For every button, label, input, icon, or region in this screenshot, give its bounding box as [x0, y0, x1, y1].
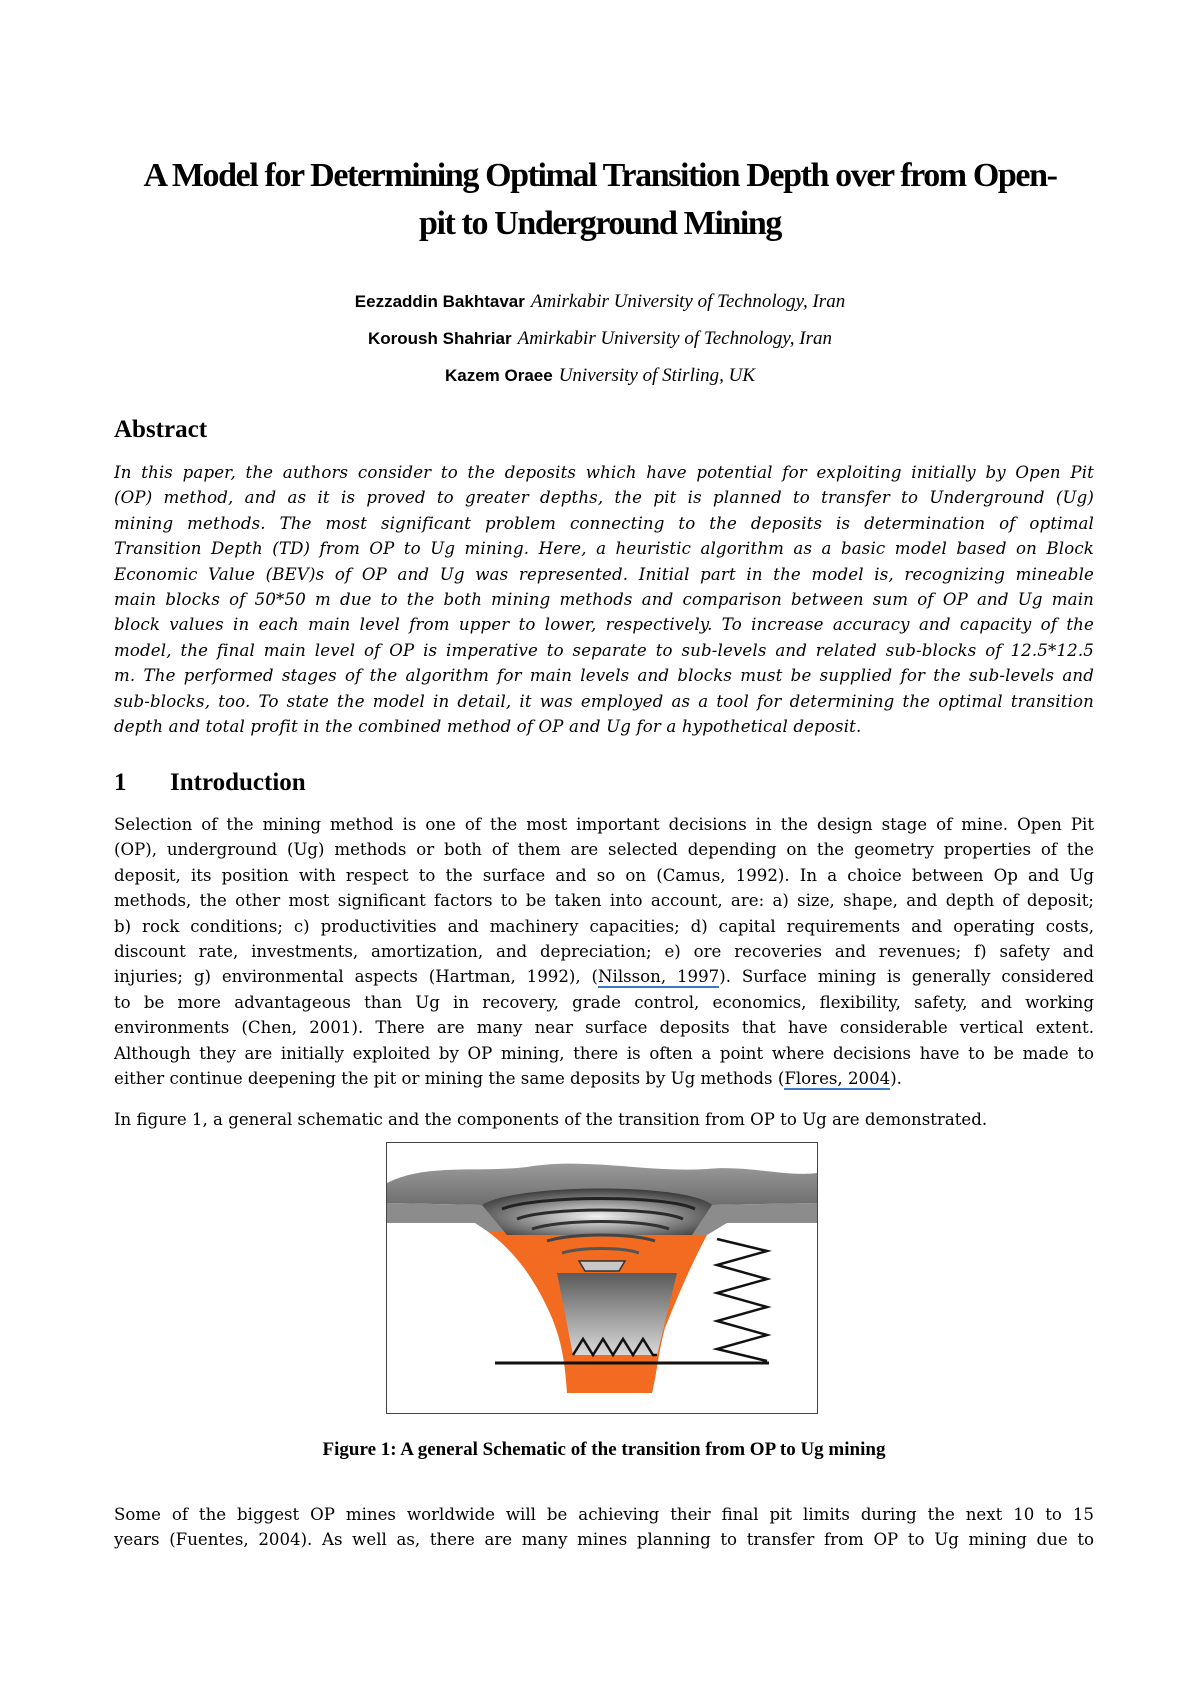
abstract-line: Transition Depth (TD) from OP to Ug mining. Here, a heuristic algorithm as a basic model based on Block [114, 539, 1094, 559]
abstract-line: depth and total profit in the combined method of OP and Ug for a hypothetical deposit. [114, 717, 862, 737]
abstract-heading: Abstract [114, 416, 208, 443]
figure-intro-paragraph [114, 1107, 1094, 1132]
author-1 [100, 290, 1100, 314]
abstract-line: mining methods. The most significant problem connecting to the deposits is determination of optimal [114, 513, 1094, 533]
intro-text: injuries; g) environmental aspects (Hartman, 1992), ( [114, 967, 599, 987]
abstract-line: model, the final main level of OP is imperative to separate to sub-levels and related sub-blocks of 12.5*12.5 [114, 640, 1094, 660]
intro-line: discount rate, investments, amortization, and depreciation; e) ore recoveries and revenues; f) safety and [114, 942, 1094, 962]
section-1-heading [114, 768, 306, 798]
intro-line: environments (Chen, 2001). There are many near surface deposits that have considerable vertical extent. [114, 1018, 1094, 1038]
author-name: Kazem Oraee [444, 366, 553, 385]
figure-1-schematic [386, 1142, 818, 1414]
author-3 [100, 364, 1100, 388]
abstract-line: block values in each main level from upper to lower, respectively. To increase accuracy and capacity of the [114, 615, 1094, 635]
abstract-line: m. The performed stages of the algorithm for main levels and blocks must be supplied for the sub-levels and [114, 666, 1094, 686]
author-affiliation: Amirkabir University of Technology, Iran [530, 291, 846, 312]
author-name: Koroush Shahriar [368, 329, 512, 348]
author-affiliation: University of Stirling, UK [558, 365, 756, 386]
abstract-line: Economic Value (BEV)s of OP and Ug was represented. Initial part in the model is, recognizing mineable [114, 564, 1094, 584]
intro-text: either continue deepening the pit or mining the same deposits by Ug methods ( [114, 1069, 785, 1089]
abstract-text [114, 460, 1094, 739]
figure-1-caption: Figure 1: A general Schematic of the transition from OP to Ug mining [322, 1439, 886, 1460]
intro-line-with-citation [114, 1066, 1094, 1091]
paragraph-2 [114, 1502, 1094, 1553]
intro-line: deposit, its position with respect to the surface and so on (Camus, 1992). In a choice between Op and Ug [114, 865, 1094, 885]
paragraph-2-line: years (Fuentes, 2004). As well as, there are many mines planning to transfer from OP to Ug mining due to [114, 1530, 1094, 1550]
section-number: 1 [114, 769, 127, 796]
pit-bottom [579, 1261, 625, 1271]
citation-link-nilsson[interactable]: Nilsson, 1997 [598, 967, 720, 987]
intro-line: Selection of the mining method is one of the most important decisions in the design stage of mine. Open Pit [114, 815, 1094, 834]
abstract-line: main blocks of 50*50 m due to the both mining methods and comparison between sum of OP and Ug main [114, 590, 1094, 610]
abstract-line: In this paper, the authors consider to the deposits which have potential for exploiting initially by Open Pit [114, 463, 1094, 482]
intro-line-with-citation [114, 964, 1094, 989]
introduction-paragraph [114, 812, 1094, 1091]
author-2 [100, 327, 1100, 351]
author-name: Eezzaddin Bakhtavar [354, 292, 525, 311]
intro-line: (OP), underground (Ug) methods or both of them are selected depending on the geometry properties of the [114, 840, 1094, 860]
author-affiliation: Amirkabir University of Technology, Iran [517, 328, 832, 349]
paper-title [100, 152, 1100, 248]
transition-schematic-image [387, 1143, 817, 1413]
section-title: Introduction [170, 769, 306, 796]
underground-zone [557, 1273, 677, 1355]
paragraph-2-line: Some of the biggest OP mines worldwide will be achieving their final pit limits during the next 10 to 15 [114, 1505, 1094, 1524]
intro-text: ). Surface mining is generally considered [719, 967, 1094, 987]
intro-line: Although they are initially exploited by OP mining, there is often a point where decisions have to be made to [114, 1043, 1094, 1063]
abstract-line: (OP) method, and as it is proved to greater depths, the pit is planned to transfer to Underground (Ug) [114, 488, 1094, 508]
abstract-line: sub-blocks, too. To state the model in detail, it was employed as a tool for determining the optimal transition [114, 691, 1094, 711]
open-pit-benches [482, 1189, 712, 1236]
intro-line: to be more advantageous than Ug in recovery, grade control, economics, flexibility, safety, and working [114, 992, 1094, 1012]
title-line-1: A Model for Determining Optimal Transition Depth over from Open- [143, 157, 1057, 194]
intro-line: b) rock conditions; c) productivities and machinery capacities; d) capital requirements and operating costs, [114, 916, 1094, 936]
intro-line: methods, the other most significant factors to be taken into account, are: a) size, shape, and depth of deposit; [114, 891, 1094, 911]
figure-intro-line: In figure 1, a general schematic and the components of the transition from OP to Ug are demonstrated. [114, 1110, 988, 1129]
intro-text: ). [890, 1069, 902, 1089]
title-line-2: pit to Underground Mining [418, 205, 782, 242]
citation-link-flores[interactable]: Flores, 2004 [784, 1069, 891, 1089]
